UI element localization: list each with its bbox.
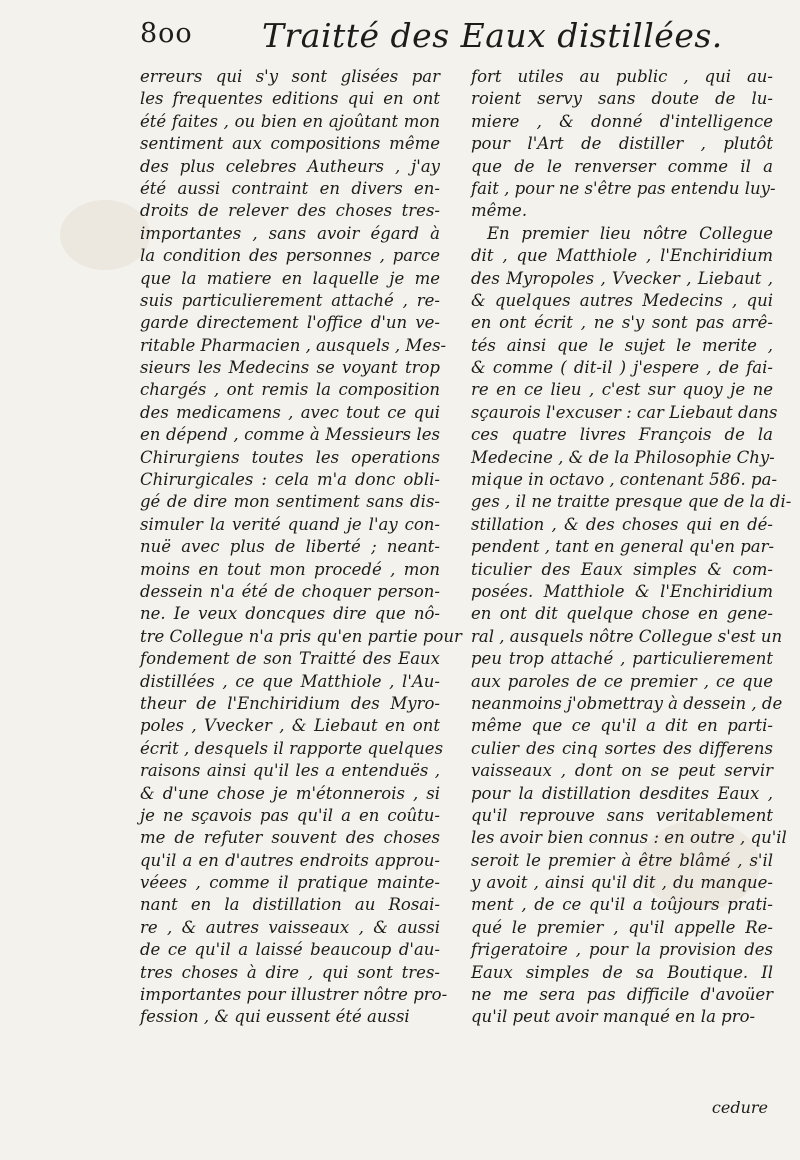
text-line: y avoit , ainsi qu'il dit , du manque- — [471, 873, 773, 893]
text-line: & quelques autres Medecins , qui — [471, 290, 773, 310]
text-line: importantes , sans avoir égard à — [140, 223, 440, 243]
text-line: de ce qu'il a laissé beaucoup d'au- — [140, 940, 440, 960]
text-line: ne. Ie veux doncques dire que nô- — [140, 604, 440, 624]
text-line: fession , & qui eussent été aussi — [140, 1007, 410, 1027]
text-line: que la matiere en laquelle je me — [140, 268, 440, 288]
text-line: frigeratoire , pour la provision des — [471, 940, 773, 960]
text-line: les avoir bien connus : en outre , qu'il — [471, 828, 787, 848]
text-line: même que ce qu'il a dit en parti- — [471, 716, 773, 736]
text-line: & d'une chose je m'étonnerois , si — [140, 783, 440, 803]
text-line: miere , & donné d'intelligence — [471, 111, 773, 131]
text-line: ne me sera pas difficile d'avoüer — [471, 985, 773, 1005]
text-line: des Myropoles , Vvecker , Liebaut , — [471, 268, 773, 288]
text-line: même. — [471, 201, 528, 221]
text-line: & comme ( dit-il ) j'espere , de fai- — [471, 358, 773, 378]
text-line: en dépend , comme à Messieurs les — [140, 425, 440, 445]
text-line: Eaux simples de sa Boutique. Il — [471, 962, 773, 982]
running-title: Traitté des Eaux distillées. — [262, 16, 723, 55]
text-line: sçaurois l'excuser : car Liebaut dans — [471, 402, 778, 422]
text-line: véees , comme il pratique mainte- — [140, 873, 440, 893]
text-line: re , & autres vaisseaux , & aussi — [140, 917, 440, 937]
text-line: ment , de ce qu'il a toûjours prati- — [471, 895, 773, 915]
text-line: theur de l'Enchiridium des Myro- — [140, 693, 440, 713]
text-line: distillées , ce que Matthiole , l'Au- — [140, 671, 440, 691]
text-line: Chirurgiens toutes les operations — [140, 447, 440, 467]
page-header — [0, 6, 800, 56]
text-line: dessein n'a été de choquer person- — [140, 581, 440, 601]
text-line: seroit le premier à être blâmé , s'il — [471, 850, 773, 870]
text-line: pendent , tant en general qu'en par- — [471, 537, 775, 557]
text-line: importantes pour illustrer nôtre pro- — [140, 985, 448, 1005]
text-line: ral , ausquels nôtre Collegue s'est un — [471, 626, 783, 646]
text-line: je ne sçavois pas qu'il a en coûtu- — [140, 805, 440, 825]
text-line: garde directement l'office d'un ve- — [140, 313, 440, 333]
text-line: posées. Matthiole & l'Enchiridium — [471, 581, 773, 601]
text-line: me de refuter souvent des choses — [140, 828, 440, 848]
text-line: fondement de son Traitté des Eaux — [140, 649, 440, 669]
text-line: poles , Vvecker , & Liebaut en ont — [140, 716, 440, 736]
text-line: qu'il peut avoir manqué en la pro- — [471, 1007, 756, 1027]
text-line: raisons ainsi qu'il les a entenduës , — [140, 761, 440, 781]
text-line: fort utiles au public , qui au- — [471, 67, 773, 86]
text-line: roient servy sans doute de lu- — [471, 89, 773, 109]
text-line: nuë avec plus de liberté ; neant- — [140, 537, 440, 557]
text-line: des medicamens , avec tout ce qui — [140, 402, 440, 422]
text-line: qué le premier , qu'il appelle Re- — [471, 917, 773, 937]
text-line: culier des cinq sortes des differens — [471, 738, 773, 758]
text-line: ges , il ne traitte presque que de la di- — [471, 492, 792, 512]
text-line: ritable Pharmacien , ausquels , Mes- — [140, 335, 447, 355]
text-line: neanmoins j'obmettray à dessein , de — [471, 693, 783, 713]
text-line: qu'il reprouve sans veritablement — [471, 805, 773, 825]
text-line: moins en tout mon procedé , mon — [140, 559, 440, 579]
text-line: sieurs les Medecins se voyant trop — [140, 358, 440, 378]
text-line: En premier lieu nôtre Collegue — [487, 223, 773, 243]
text-line: Medecine , & de la Philosophie Chy- — [471, 447, 775, 467]
text-line: été faites , ou bien en ajoûtant mon — [140, 111, 440, 131]
text-line: peu trop attaché , particulierement — [471, 649, 773, 669]
text-line: ticulier des Eaux simples & com- — [471, 559, 773, 579]
text-line: fait , pour ne s'être pas entendu luy- — [471, 178, 776, 198]
text-line: gé de dire mon sentiment sans dis- — [140, 492, 440, 512]
text-line: aux paroles de ce premier , ce que — [471, 671, 773, 691]
left-text-column — [140, 66, 462, 1029]
text-line: été aussi contraint en divers en- — [140, 178, 440, 198]
text-line: re en ce lieu , c'est sur quoy je ne — [471, 380, 773, 400]
text-line: que de le renverser comme il a — [471, 156, 773, 176]
text-line: stillation , & des choses qui en dé- — [471, 514, 773, 534]
text-line: les frequentes editions qui en ont — [140, 89, 440, 109]
text-line: des plus celebres Autheurs , j'ay — [140, 156, 440, 176]
text-line: droits de relever des choses tres- — [140, 201, 440, 221]
text-line: qu'il a en d'autres endroits approu- — [140, 850, 440, 870]
text-line: tre Collegue n'a pris qu'en partie pour — [140, 626, 462, 646]
text-line: dit , que Matthiole , l'Enchiridium — [471, 246, 773, 266]
text-line: pour l'Art de distiller , plutôt — [471, 134, 773, 154]
text-line: tres choses à dire , qui sont tres- — [140, 962, 440, 982]
text-line: écrit , desquels il rapporte quelques — [140, 738, 444, 758]
text-line: erreurs qui s'y sont glisées par — [140, 67, 440, 86]
text-line: en ont écrit , ne s'y sont pas arrê- — [471, 313, 773, 333]
text-line: chargés , ont remis la composition — [140, 380, 440, 400]
text-line: Chirurgicales : cela m'a donc obli- — [140, 470, 440, 490]
text-line: vaisseaux , dont on se peut servir — [471, 761, 773, 781]
text-line: mique in octavo , contenant 586. pa- — [471, 470, 778, 490]
text-line: ces quatre livres François de la — [471, 425, 773, 445]
page-number: 8oo — [140, 18, 193, 49]
text-line: sentiment aux compositions même — [140, 134, 440, 154]
right-text-column — [471, 66, 792, 1029]
text-line: nant en la distillation au Rosai- — [140, 895, 440, 915]
text-line: simuler la verité quand je l'ay con- — [140, 514, 440, 534]
text-line: suis particulierement attaché , re- — [140, 290, 440, 310]
text-line: en ont dit quelque chose en gene- — [471, 604, 773, 624]
text-line: pour la distillation desdites Eaux , — [471, 783, 773, 803]
text-line: la condition des personnes , parce — [140, 246, 440, 266]
catchword: cedure — [711, 1098, 768, 1117]
text-line: tés ainsi que le sujet le merite , — [471, 335, 773, 355]
